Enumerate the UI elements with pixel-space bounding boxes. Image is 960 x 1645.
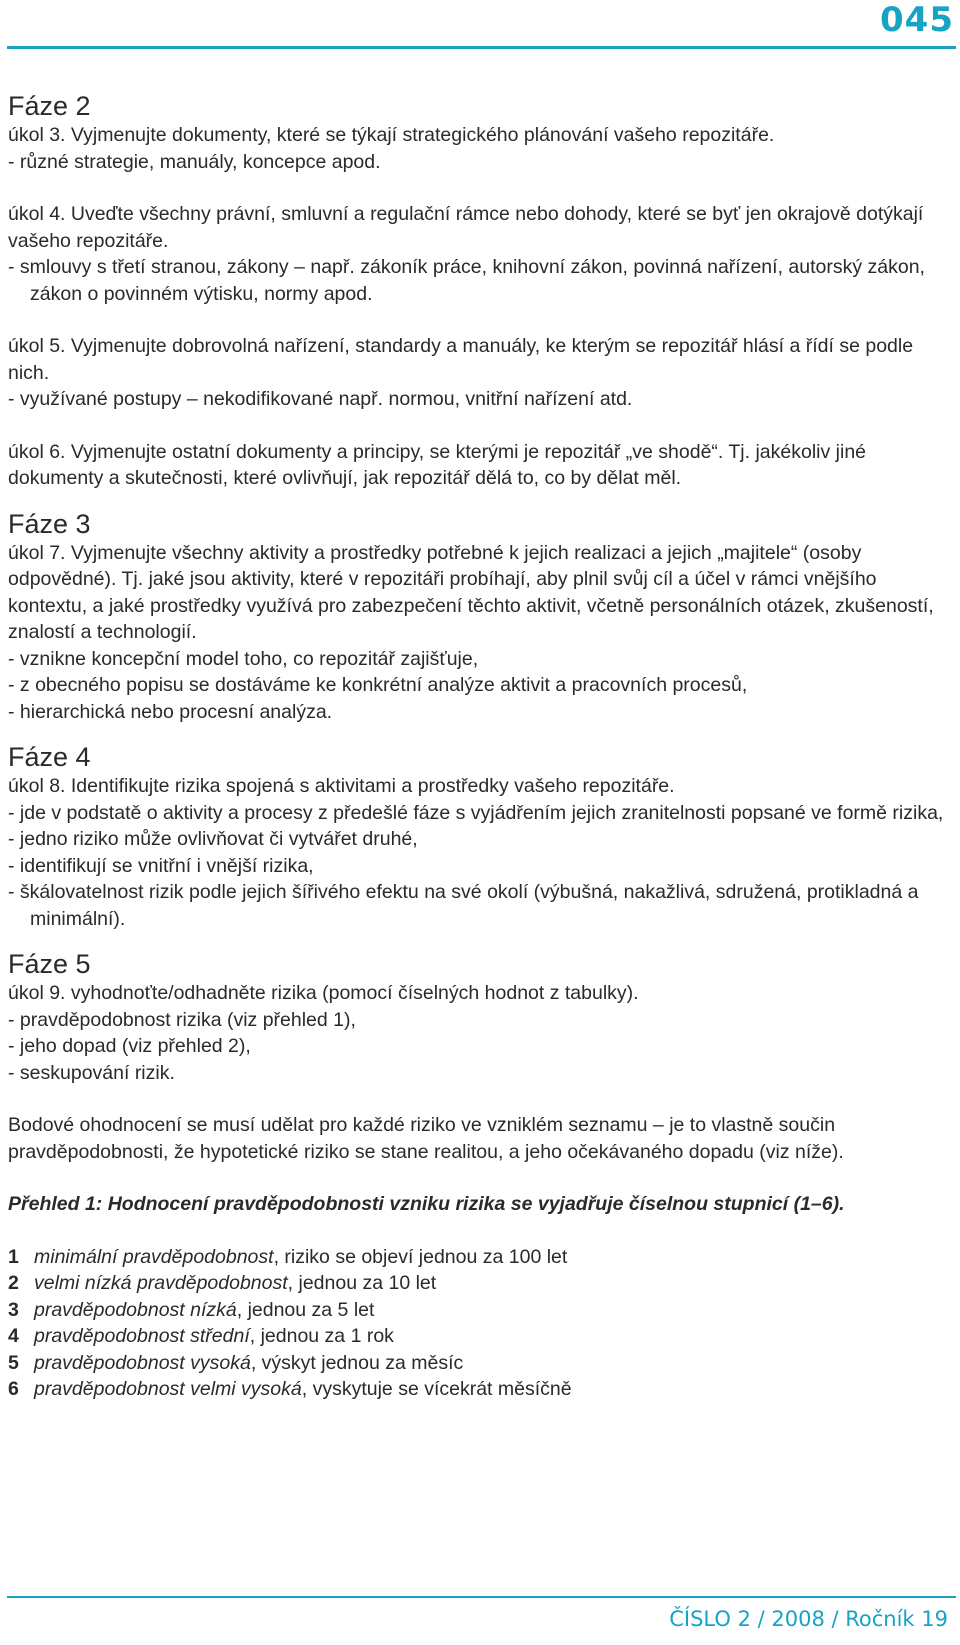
scale-description: , jednou za 10 let [287, 1272, 437, 1294]
task-9-note: - seskupování rizik. [8, 1061, 175, 1084]
task-6: úkol 6. Vyjmenujte ostatní dokumenty a principy, se kterými je repozitář „ve shodě“. Tj. jakékoliv jiné dokumenty a skutečnosti, které ovlivňují, jak repozitář dělá to, co by dělat měl. [8, 440, 867, 489]
task-3-note: - různé strategie, manuály, koncepce apod. [8, 150, 381, 173]
task-5-note: - využívané postupy – nekodifikované např. normou, vnitřní nařízení atd. [8, 388, 633, 410]
task-9-note: - pravděpodobnost rizika (viz přehled 1), [8, 1008, 356, 1031]
task-7-note: - hierarchická nebo procesní analýza. [8, 700, 333, 723]
scale-number: 6 [8, 1378, 19, 1400]
task-7-note: - vznikne koncepční model toho, co repozitář zajišťuje, [8, 647, 479, 670]
scale-number: 2 [8, 1272, 19, 1294]
scale-description: , riziko se objeví jednou za 100 let [273, 1245, 568, 1268]
scale-item [8, 1244, 955, 1271]
scale-number: 1 [8, 1245, 19, 1268]
scale-number: 4 [8, 1325, 19, 1347]
scale-number: 3 [8, 1298, 19, 1321]
scale-number: 5 [8, 1351, 19, 1374]
phase-4-heading: Fáze 4 [8, 742, 91, 772]
footer-divider [7, 1596, 956, 1598]
issue-info: ČÍSLO 2 / 2008 / Ročník 19 [669, 1607, 948, 1631]
page-number: 045 [880, 0, 954, 40]
task-9-note: - jeho dopad (viz přehled 2), [8, 1035, 251, 1057]
scoring-paragraph: Bodové ohodnocení se musí udělat pro každé riziko ve vzniklém seznamu – je to vlastně součin pravděpodobnosti, že hypotetické riziko se stane realitou, a jeho očekávaného dopadu (viz níže). [8, 1114, 844, 1163]
task-7: úkol 7. Vyjmenujte všechny aktivity a prostředky potřebné k jejich realizaci a jejich „majitele“ (osoby odpovědné). Tj. jaké jsou aktivity, které v repozitáři probíhají, aby plnil svůj cíl a účel v rámci vnějšího kontextu, a jaké prostředky využívá pro zabezpečení těchto aktivit, včetně personálních otázek, zkušeností, znalostí a technologií. [8, 541, 934, 643]
phase-2-heading: Fáze 2 [8, 91, 91, 121]
task-8-note: - jde v podstatě o aktivity a procesy z předešlé fáze s vyjádřením jejich zranitelnosti popsané ve formě rizika, [8, 801, 944, 824]
overview-1-title: Přehled 1: Hodnocení pravděpodobnosti vzniku rizika se vyjadřuje číselnou stupnicí (1–6). [8, 1193, 845, 1215]
header-divider [7, 46, 956, 49]
scale-description: , jednou za 5 let [236, 1298, 375, 1321]
scale-term: minimální pravděpodobnost [34, 1245, 274, 1268]
scale-item [8, 1350, 955, 1377]
task-7-note: - z obecného popisu se dostáváme ke konkrétní analýze aktivit a pracovních procesů, [8, 674, 748, 696]
article-body [8, 86, 955, 1403]
phase-3-heading: Fáze 3 [8, 508, 91, 539]
task-8-note: - identifikují se vnitřní i vnější rizika, [8, 854, 314, 877]
task-9: úkol 9. vyhodnoťte/odhadněte rizika (pomocí číselných hodnot z tabulky). [8, 982, 639, 1004]
scale-description: , jednou za 1 rok [249, 1325, 394, 1347]
task-4: úkol 4. Uveďte všechny právní, smluvní a regulační rámce nebo dohody, které se byť jen okrajově dotýkají vašeho repozitáře. [8, 203, 924, 252]
task-8: úkol 8. Identifikujte rizika spojená s aktivitami a prostředky vašeho repozitáře. [8, 775, 675, 797]
scale-item [8, 1297, 955, 1324]
task-5: úkol 5. Vyjmenujte dobrovolná nařízení, standardy a manuály, ke kterým se repozitář hlásí a řídí se podle nich. [8, 335, 914, 384]
scale-term: pravděpodobnost vysoká [34, 1351, 251, 1374]
task-8-note: - jedno riziko může ovlivňovat či vytvářet druhé, [8, 828, 418, 850]
scale-description: , výskyt jednou za měsíc [250, 1351, 464, 1374]
task-3: úkol 3. Vyjmenujte dokumenty, které se týkají strategického plánování vašeho repozitáře. [8, 124, 775, 146]
scale-term: pravděpodobnost velmi vysoká [34, 1378, 302, 1400]
scale-item [8, 1376, 955, 1403]
scale-term: pravděpodobnost střední [34, 1325, 250, 1347]
scale-item [8, 1323, 955, 1350]
task-4-note: - smlouvy s třetí stranou, zákony – např. zákoník práce, knihovní zákon, povinná nařízení, autorský zákon, zákon o povinném výtisku, normy apod. [8, 256, 925, 305]
scale-term: pravděpodobnost nízká [34, 1298, 237, 1321]
task-8-note: - škálovatelnost rizik podle jejich šířivého efektu na své okolí (výbušná, nakažlivá, sdružená, protikladná a minimální). [8, 881, 919, 930]
scale-term: velmi nízká pravděpodobnost [34, 1272, 288, 1294]
probability-scale [8, 1244, 955, 1403]
scale-item [8, 1270, 955, 1297]
phase-5-heading: Fáze 5 [8, 949, 91, 979]
scale-description: , vyskytuje se vícekrát měsíčně [301, 1378, 572, 1400]
